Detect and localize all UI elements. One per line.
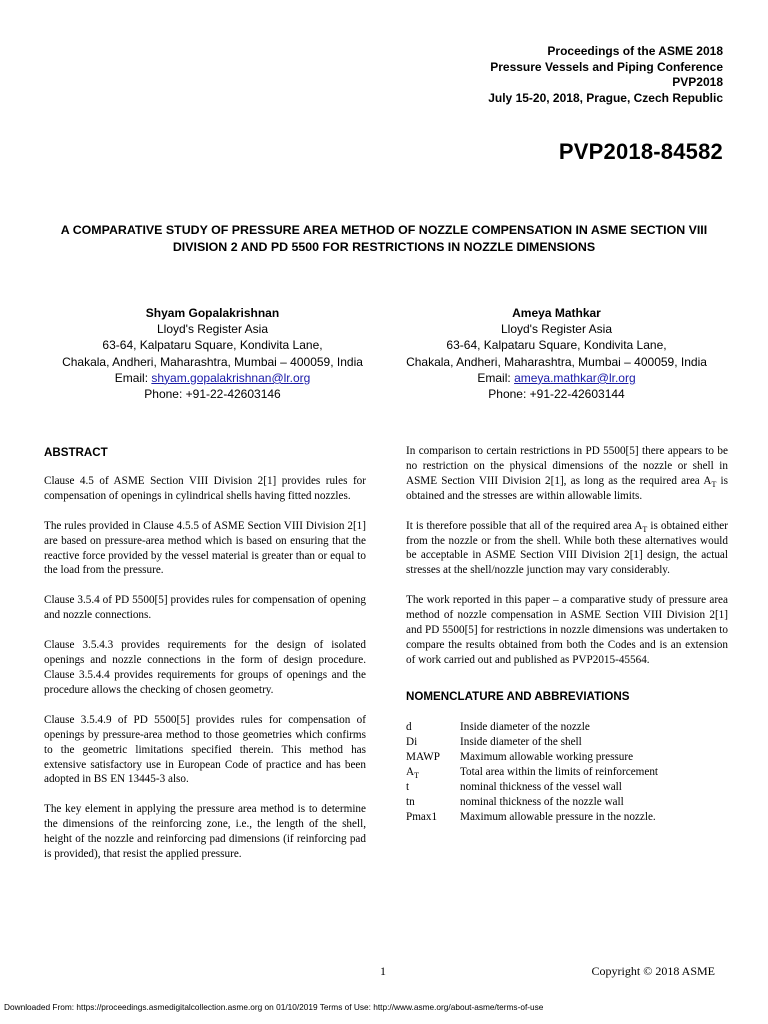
text-run: is obtained either from the nozzle or from the shell. While both these alternatives would be acceptable in ASME Section VIII Division 2[1] design, the actual stresses at the shell/nozzle junction may vary considerably. [406,519,728,577]
author-affiliation: Lloyd's Register Asia [156,322,268,337]
author-address: 63-64, Kalpataru Square, Kondivita Lane, [102,338,323,353]
author-email-line [384,370,729,386]
nomenclature-table [406,720,658,825]
nomenclature-definition: Maximum allowable pressure in the nozzle. [460,810,656,823]
abstract-paragraph: Clause 3.5.4 of PD 5500[5] provides rules for compensation of opening and nozzle connections. [44,594,366,622]
body-paragraph [406,444,728,504]
symbol-subscript: T [414,770,419,780]
proceedings-line: Proceedings of the ASME 2018 [547,44,723,58]
author-phone: Phone: +91-22-42603144 [488,387,625,402]
nomenclature-symbol [406,765,460,780]
abstract-paragraph: The rules provided in Clause 4.5.5 of ASME Section VIII Division 2[1] are based on pressure-area method which is based on ensuring that the reactive force provided by the vessel material is greater than or equal to the load from the pressure. [44,519,366,577]
nomenclature-definition: Total area within the limits of reinforcement [460,765,659,778]
abstract-heading: ABSTRACT [44,446,108,459]
nomenclature-row [406,735,658,750]
body-paragraph: The work reported in this paper – a comparative study of pressure area method of nozzle compensation in ASME Section VIII Division 2[1] and PD 5500[5] for restrictions in nozzle dimensions was undertaken to compare the results obtained from both the Codes and is an extension of work carried out and published as PVP2015-45564. [406,594,728,666]
copyright: Copyright © 2018 ASME [591,964,715,978]
nomenclature-symbol [406,720,460,735]
proceedings-line: July 15-20, 2018, Prague, Czech Republic [488,90,723,105]
abstract-paragraph: The key element in applying the pressure area method is to determine the dimensions of the reinforcing zone, i.e., the length of the shell, height of the nozzle and reinforcing pad dimensions (if reinforcing pad is provided), that resist the applied pressure. [44,803,366,861]
nomenclature-row [406,810,658,825]
symbol-text: MAWP [406,750,440,763]
author-address: Chakala, Andheri, Maharashtra, Mumbai – 400059, India [406,354,707,369]
nomenclature-row [406,795,658,810]
proceedings-block [323,44,723,106]
page-number: 1 [380,964,386,978]
author-block [384,305,729,402]
symbol-text: t [406,780,410,793]
email-label: Email: [477,370,515,385]
author-affiliation: Lloyd's Register Asia [500,322,612,337]
nomenclature-symbol [406,810,460,825]
body-paragraph [406,519,728,579]
download-note: Downloaded From: https://proceedings.asmedigitalcollection.asme.org on 01/10/2019 Terms of Use: http://www.asme.org/about-asme/terms-of-use [4,1002,544,1012]
nomenclature-row [406,720,658,735]
nomenclature-row [406,750,658,765]
author-address: Chakala, Andheri, Maharashtra, Mumbai – 400059, India [62,354,363,369]
nomenclature-definition: nominal thickness of the vessel wall [460,780,622,793]
author-block [40,305,385,402]
nomenclature-definition: nominal thickness of the nozzle wall [460,795,624,808]
symbol-text: d [406,720,412,733]
symbol-text: Pmax1 [406,810,438,823]
text-run: is obtained and the stresses are within allowable limits. [406,474,729,502]
author-phone: Phone: +91-22-42603146 [144,387,281,402]
paper-title: A COMPARATIVE STUDY OF PRESSURE AREA METHOD OF NOZZLE COMPENSATION IN ASME SECTION VIII DIVISION 2 AND PD 5500 FOR RESTRICTIONS IN NOZZLE DIMENSIONS [60,223,708,254]
author-name: Shyam Gopalakrishnan [145,306,280,320]
nomenclature-symbol [406,795,460,810]
nomenclature-symbol [406,735,460,750]
nomenclature-definition: Inside diameter of the shell [460,735,582,748]
proceedings-line: Pressure Vessels and Piping Conference [490,59,723,74]
email-label: Email: [114,370,152,385]
subscript: T [711,480,717,490]
symbol-text: tn [406,795,415,808]
abstract-paragraph: Clause 3.5.4.3 provides requirements for the design of isolated openings and nozzle connections in the form of design procedure. Clause 3.5.4.4 provides requirements for groups of openings and the procedure allows the checking of chosen geometry. [44,639,366,696]
author-email-link[interactable]: ameya.mathkar@lr.org [514,370,636,385]
author-email-link[interactable]: shyam.gopalakrishnan@lr.org [151,370,311,385]
right-column [406,444,728,825]
author-address: 63-64, Kalpataru Square, Kondivita Lane, [446,338,667,353]
symbol-text: A [406,765,415,778]
author-email-line [40,370,385,386]
left-column [44,446,366,877]
nomenclature-row [406,780,658,795]
text-run: In comparison to certain restrictions in PD 5500[5] there appears to be no restriction on the physical dimensions of the nozzle or shell in ASME Section VIII Division 2[1], as long as the required area A [406,445,728,487]
paper-id: PVP2018-84582 [558,139,723,164]
abstract-paragraph: Clause 4.5 of ASME Section VIII Division 2[1] provides rules for compensation of openings in cylindrical shells having fitted nozzles. [44,474,366,502]
subscript: T [642,524,648,534]
nomenclature-symbol [406,750,460,765]
proceedings-line: PVP2018 [672,75,723,89]
nomenclature-definition: Inside diameter of the nozzle [460,720,590,733]
nomenclature-symbol [406,780,460,795]
author-name: Ameya Mathkar [512,306,601,320]
nomenclature-heading: NOMENCLATURE AND ABBREVIATIONS [406,689,630,703]
text-run: It is therefore possible that all of the required area A [406,519,643,532]
nomenclature-definition: Maximum allowable working pressure [460,750,634,763]
nomenclature-row [406,765,658,780]
abstract-paragraph: Clause 3.5.4.9 of PD 5500[5] provides rules for compensation of openings by pressure-area method to those geometries which confirms to the geometric limitations specified therein. This method has extensive satisfactory use in European Code of practice and has been adopted in BS EN 13445-3 also. [44,713,366,786]
symbol-text: Di [406,735,418,748]
